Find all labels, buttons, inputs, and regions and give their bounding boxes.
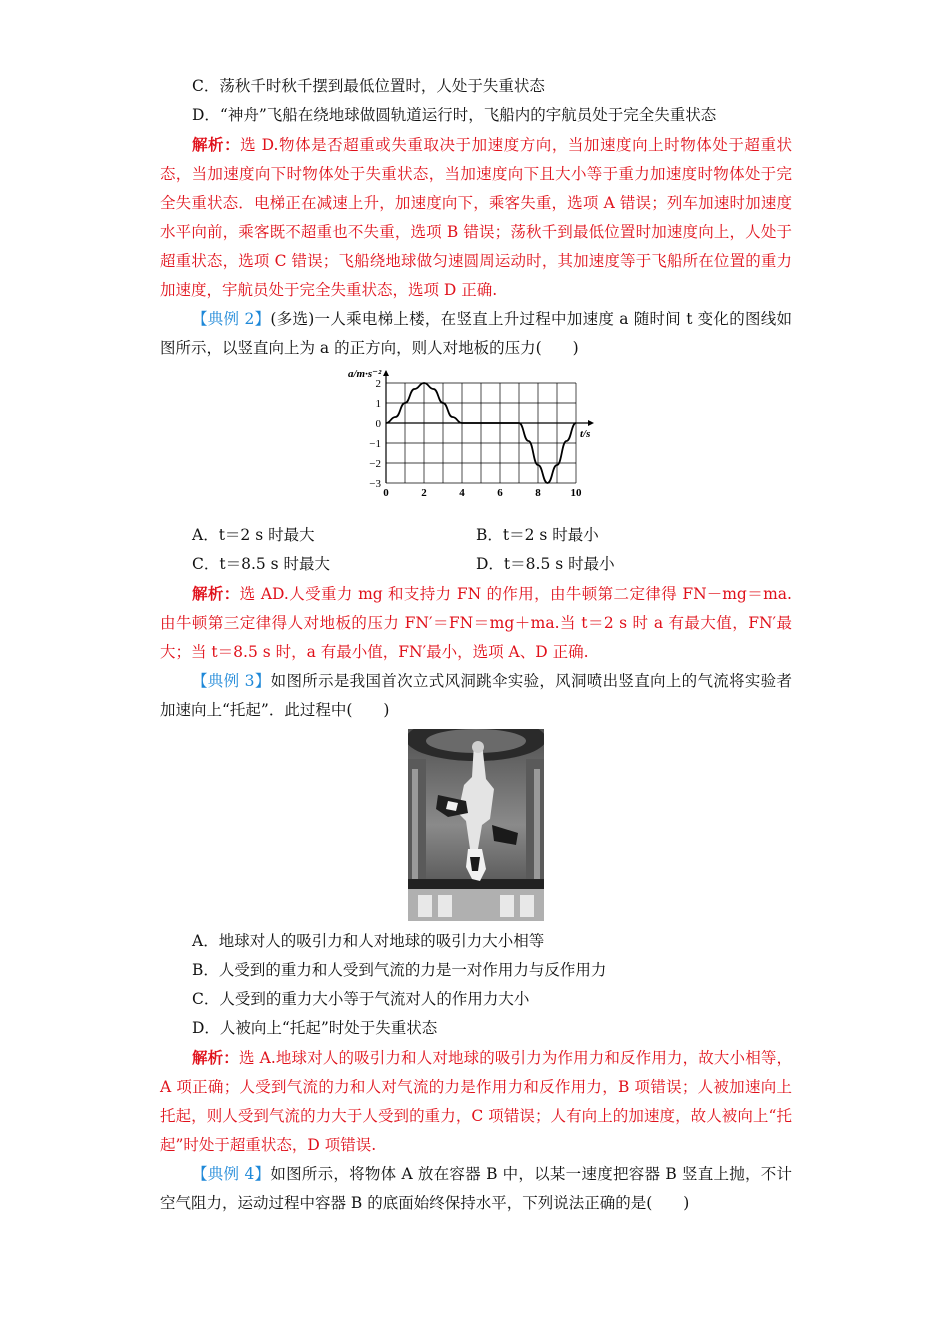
solution-text: 选 A.地球对人的吸引力和人对地球的吸引力为作用力和反作用力，故大小相等，A 项正确；人受到气流的力和人对气流的力是作用力和反作用力，B 项错误；人被加速向上托起，则人受到气流的力大于人受到的重力，C 项错误；人有向上的加速度，故人被向上“托起”时处于超重状态，D 项错误. [160, 1049, 792, 1154]
y-axis-label: a/m·s⁻² [348, 368, 382, 380]
x-axis-arrow [588, 420, 594, 426]
chart-svg [346, 367, 606, 515]
option-c: C．荡秋千时秋千摆到最低位置时，人处于失重状态 [192, 77, 545, 95]
option-b: B．t＝2 s 时最小 [476, 526, 599, 544]
example-4-stem: 【典例 4】如图所示，将物体 A 放在容器 B 中，以某一速度把容器 B 竖直上抛，不计空气阻力，运动过程中容器 B 的底面始终保持水平，下列说法正确的是( ) [160, 1165, 792, 1212]
option-d: D．t＝8.5 s 时最小 [476, 555, 615, 573]
wind-tunnel-photo [160, 729, 792, 921]
y-axis-arrow [383, 370, 389, 376]
option-a: A．地球对人的吸引力和人对地球的吸引力大小相等 [192, 932, 545, 950]
x-tick-label: 10 [570, 487, 582, 499]
option-d: D．“神舟”飞船在绕地球做圆轨道运行时，飞船内的宇航员处于完全失重状态 [192, 106, 717, 124]
x-tick-label: 0 [383, 487, 389, 499]
acceleration-time-graph [160, 367, 792, 515]
skydiving-photo-image [408, 729, 544, 921]
example-tag: 【典例 2】 [192, 310, 271, 328]
solution-3 [160, 1043, 792, 1160]
y-tick-label: 1 [375, 398, 381, 410]
x-tick-label: 6 [497, 487, 503, 499]
options-row-cd [160, 550, 792, 579]
option-a: A．t＝2 s 时最大 [192, 526, 315, 544]
x-tick-label: 8 [535, 487, 541, 499]
x-tick-label: 4 [459, 487, 465, 499]
solution-label: 解析： [192, 584, 240, 603]
example-2-stem: 【典例 2】(多选)一人乘电梯上楼，在竖直上升过程中加速度 a 随时间 t 变化的图线如图所示，以竖直向上为 a 的正方向，则人对地板的压力( ) [160, 310, 792, 357]
solution-2 [160, 579, 792, 667]
option-c: C．t＝8.5 s 时最大 [192, 555, 331, 573]
document-page [160, 72, 792, 1218]
example-tag: 【典例 3】 [192, 672, 271, 690]
y-tick-label: −2 [369, 458, 381, 470]
solution-label: 解析： [192, 1048, 239, 1067]
x-axis-label: t/s [580, 428, 591, 440]
solution-text: 选 D.物体是否超重或失重取决于加速度方向，当加速度向上时物体处于超重状态，当加速度向下时物体处于失重状态，当加速度向下且大小等于重力加速度时物体处于完全失重状态．电梯正在减速上升，加速度向下，乘客失重，选项 A 错误；列车加速时加速度水平向前，乘客既不超重也不失重，选项 B 错误；荡秋千到最低位置时加速度向上，人处于超重状态，选项 C 错误；飞船绕地球做匀速圆周运动时，其加速度等于飞船所在位置的重力加速度，宇航员处于完全失重状态，选项 D 正确. [160, 136, 792, 299]
y-tick-label: −3 [369, 478, 381, 490]
y-tick-label: 2 [375, 378, 381, 390]
options-row-ab [160, 521, 792, 550]
x-tick-label: 2 [421, 487, 427, 499]
solution-label: 解析： [192, 135, 241, 154]
example-3-stem: 【典例 3】如图所示是我国首次立式风洞跳伞实验，风洞喷出竖直向上的气流将实验者加速向上“托起”．此过程中( ) [160, 672, 792, 719]
option-b: B．人受到的重力和人受到气流的力是一对作用力与反作用力 [192, 961, 607, 979]
solution-1 [160, 130, 792, 305]
y-tick-label: 0 [375, 418, 381, 430]
solution-text: 选 AD.人受重力 mg 和支持力 FN 的作用，由牛顿第二定律得 FN－mg＝ma.由牛顿第三定律得人对地板的压力 FN′＝FN＝mg＋ma.当 t＝2 s 时 a 有最大值，FN′最大；当 t＝8.5 s 时，a 有最小值，FN′最小，选项 A、D 正确. [160, 585, 792, 661]
example-tag: 【典例 4】 [192, 1165, 271, 1183]
y-tick-label: −1 [369, 438, 381, 450]
option-c: C．人受到的重力大小等于气流对人的作用力大小 [192, 990, 530, 1008]
option-d: D．人被向上“托起”时处于失重状态 [192, 1019, 438, 1037]
